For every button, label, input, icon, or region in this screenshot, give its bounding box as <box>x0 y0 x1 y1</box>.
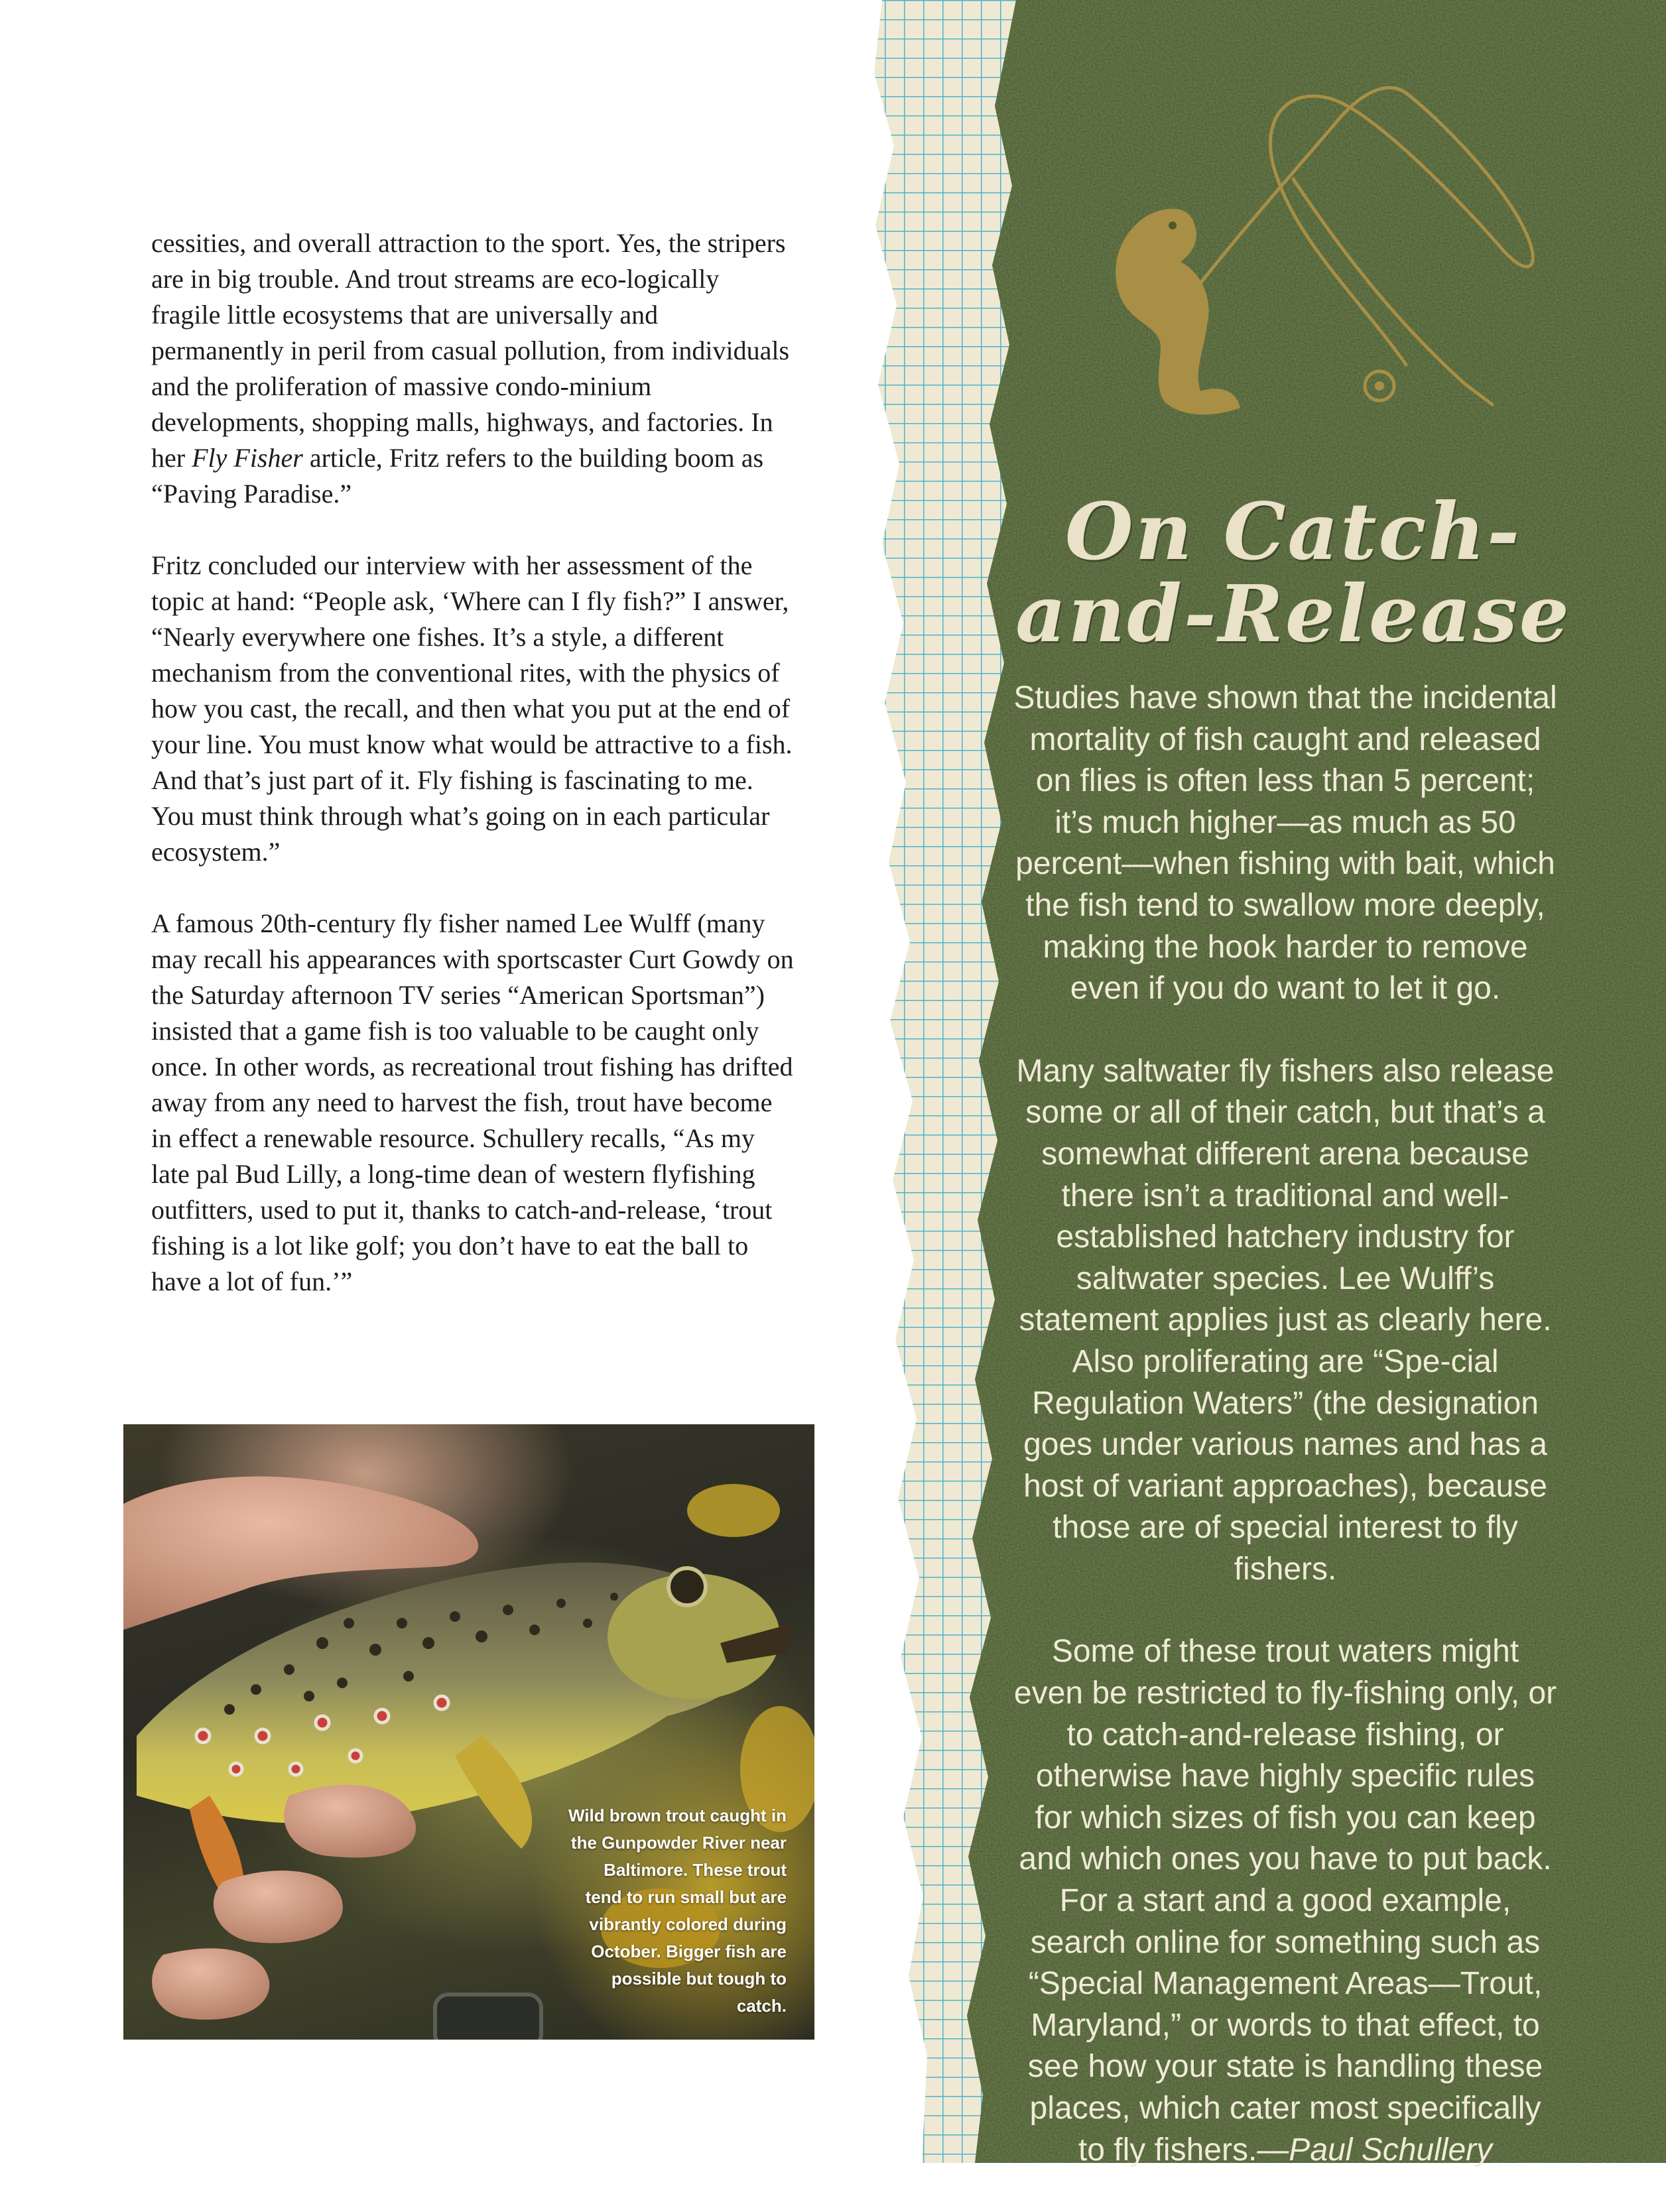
sidebar-title-line-2: and-Release <box>1015 568 1571 660</box>
fly-fishing-emblem <box>1094 73 1559 444</box>
sidebar-paragraph-1: Studies have shown that the incidental mortality of fish caught and released on flies is often less than 5 percent; it’s much higher—as much as 50 percent—when fishing with bait, which the fish tend to swallow more deeply, making the hook harder to remove even if you do want to let it go. <box>1013 680 1557 1007</box>
fishing-rod <box>1293 179 1492 404</box>
sidebar-body <box>1013 678 1557 2212</box>
sidebar-title <box>995 485 1592 660</box>
article-paragraph-3: A famous 20th-century fly fisher named Lee Wulff (many may recall his appearances with sportscaster Curt Gowdy on the Saturday afternoon TV series “American Sportsman”) insisted that a game fish is too valuable to be caught only once. In other words, as recreational trout fishing has drifted away from any need to harvest the fish, trout have become in effect a renewable resource. Schullery recalls, “As my late pal Bud Lilly, a long-time dean of western flyfishing outfitters, used to put it, thanks to catch-and-release, ‘trout fishing is a lot like golf; you don’t have to eat the ball to have a lot of fun.’” <box>151 908 794 1296</box>
publication-title: Fly Fisher <box>192 443 303 473</box>
byline: —Paul Schullery <box>1257 2132 1493 2168</box>
sidebar-paragraph-3: Some of these trout waters might even be restricted to fly-fishing only, or to catch-and-release fishing, or otherwise have highly specific rules for which sizes of fish you can keep and which ones you have to put back. For a start and a good example, search online for something such as “Special Management Areas—Trout, Maryland,” or words to that effect, to see how your state is handling these places, which cater most specifically to fly fishers.—Paul Schullery <box>1013 1634 1557 2168</box>
article-paragraph-2: Fritz concluded our interview with her assessment of the topic at hand: “People ask, ‘Where can I fly fish?” I answer, “Nearly everywhere one fishes. It’s a style, a different mechanism from the conventional rites, with the physics of how you cast, the recall, and then what you put at the end of your line. You must know what would be attractive to a fish. And that’s just part of it. Fly fishing is fascinating to me. You must think through what’s going on in each particular ecosystem.” <box>151 550 793 867</box>
reel-hub <box>1375 381 1384 391</box>
sidebar-title-line-1: On Catch- <box>1064 485 1522 578</box>
article-paragraph-1: cessities, and overall attraction to the sport. Yes, the stripers are in big trouble. And trout streams are eco-logically fragile little ecosystems that are universally and permanently in peril from casual pollution, from individuals and the proliferation of massive condo-minium developments, shopping malls, highways, and factories. In her Fly Fisher article, Fritz refers to the building boom as “Paving Paradise.” <box>151 228 790 509</box>
photo-caption: Wild brown trout caught in the Gunpowder River near Baltimore. These trout tend to run small but are vibrantly colored during October. Bigger fish are possible but tough to catch. <box>568 1806 787 2016</box>
leaping-trout-icon <box>1116 209 1240 414</box>
fishing-line <box>1194 88 1533 365</box>
trout-emblem-eye <box>1169 221 1177 229</box>
sidebar-paragraph-2: Many saltwater fly fishers also release some or all of their catch, but that’s a somewhat different arena because there isn’t a traditional and well-established hatchery industry for saltwater species. Lee Wulff’s statement applies just as clearly here. Also proliferating are “Spe-cial Regulation Waters” (the designation goes under various names and has a host of variant approaches), because those are of special interest to fly fishers. <box>1016 1053 1555 1587</box>
